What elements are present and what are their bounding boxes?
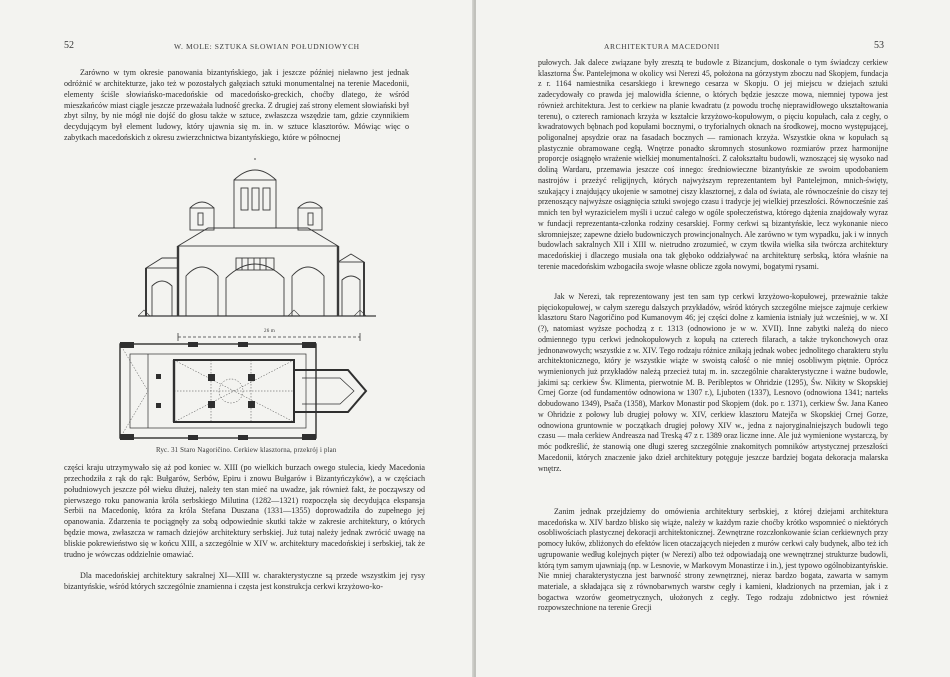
paragraph: pułowych. Jak dalece związane były zresztą te budowle z Bizancjum, doskonale o tym świadczy cerkiew klasztorna Św. Pantelejmona w okolicy wsi Nerezi 45, położona na górzystym zboczu nad Skopjem, fundacja z r. 1164 namiestnika cesarskiego i krewnego cesarza w Skopju. O jej miejscu w dziejach sztuki zadecydowały co prawda jej malowidła ścienne, o których będzie jeszcze mowa, niemniej typowa jest również architektura. Jest to cerkiew na planie kwadratu (z powodu trochę nieprawidłowego ukształtowania terenu), o czterech ramionach krzyża w kształcie krzyżowo-kopułowym, o pięciu kopułach, cała z cegły, o kwadratowych bębnach pod kopułami bocznymi, o tryforialnych oknach na środkowej, mocno występującej, poligonalnej apsydzie oraz na fasadach bocznych — ramionach krzyża. Wszystkie okna w kopułach są plastycznie obramowane cegłą. Wnętrze ponadto skromnych stosunkowo rozmiarów przez harmonijne proporcje osiągnęło wrażenie wielkiej monumentalności. Z całokształtu budowli, wznoszącej się wysoko nad doliną Wardaru, przemawia jeszcze coś innego: średniowieczne bizantyńskie ze swoim upodobaniem nastrojów i przeżyć religijnych, których najwyższym reprezentantem był Pantelejmon, mnich-święty, szukający i znajdujący ukojenie w samotnej ciszy klasztornej, z dala od świata, ale równocześnie do ciszy tej przenoszący najwyższe osiągnięcia sztuki swojego czasu i tradycje jej wielkiej przeszłości. Równocześnie zaś mnich ten był wyrazicielem myśli i uczuć całego w ogóle społeczeństwa, którego dążenia znajdowały wyraz w fundacji reprezentanta-członka rodziny cesarskiej. Formy cerkwi są bizantyńskie, lecz wykonanie nieco skromniejsze; zapewne dzieło budowniczych prowincjonalnych. Ale zarówno w tym wypadku, jak i w innych budowlach sakralnych XII i XIII w. nietrudno zrozumieć, w czym tkwiła wielka siła twórcza architektury macedońskiej i dlaczego musiała ona tak głęboko oddziaływać na architekturę serbską, która właśnie na terenie macedońskim wzbogaciła swoje własne oblicze zgoła nowymi, bogatymi rysami.: [538, 58, 888, 271]
running-head: W. MOLE: SZTUKA SŁOWIAN POŁUDNIOWYCH: [174, 42, 360, 51]
right-page: [476, 0, 950, 677]
running-head: ARCHITEKTURA MACEDONII: [604, 42, 720, 51]
left-page: [0, 0, 474, 677]
scale-label: 26 m: [264, 329, 275, 334]
paragraph: Dla macedońskiej architektury sakralnej XI—XIII w. charakterystyczne są przede wszystkim jej rysy bizantyńskie, wśród których szczególnie znamienna i częsta jest konstrukcja cerkwi krzyżowo-ko-: [64, 571, 425, 591]
paragraph: Zanim jednak przejdziemy do omówienia architektury serbskiej, z której dziejami architektura macedońska w. XIV bardzo blisko się wiąże, należy w każdym razie choćby krótko wspomnieć o niektórych osobliwościach plastycznej dekoracji architektonicznej. Zewnętrzne rozczłonkowanie ścian cerkiewnych przy pomocy łuków, zbliżonych do efektów licen otaczających niejeden z murów cerkwi cały budynek, albo też ich ugrupowanie według kolejnych pięter (w Nerezi) albo też odpowiadają one wewnętrznej strukturze budowli, którą tym samym ujawniają (np. w Lesnovie, w Markovym Monastirze i in.), jest typowo ogólnobizantyńskie. Nie mniej charakterystyczna jest barwność strony zewnętrznej, nieraz bardzo bogata, zawarta w samym materiale, a składająca się z równobarwnych warstw cegły i kamieni, kładzionych na przemian, jak i z bogactwa wzorów geometrycznych, ułożonych z cegły. Tego rodzaju zdobnictwo jest również rozpowszechnione na terenie Grecji: [538, 507, 888, 613]
church-section-drawing: [138, 158, 376, 328]
page-number: 52: [64, 40, 74, 51]
page-number: 53: [874, 40, 884, 51]
paragraph: Zarówno w tym okresie panowania bizantyńskiego, jak i jeszcze później nieławno jest jednak odróżnić w architekturze, jako też w pozostałych gałęziach sztuki monumentalnej na terenie Macedonii, elementy ściśle słowiańsko-macedońskie od macedońsko-greckich, choćby dlatego, że wśród mieszkańców miast ciągle jeszcze przeważała ludność grecka. Z drugiej zaś strony element słowiański był zbyt silny, by nie mógł nie dojść do głosu także w sztuce, zwłaszcza wszędzie tam, gdzie czynnikiem decydującym był element ludowy, który ujawnia się m. in. w sztuce klasztorów. Mówiąc więc o zabytkach macedońskich z okresu zwierzchnictwa bizantyńskiego, które w północnej: [64, 68, 409, 143]
figure-caption: Ryc. 31 Staro Nagoričino. Cerkiew klasztorna, przekrój i plan: [156, 447, 337, 454]
church-plan-drawing: [118, 340, 380, 444]
paragraph: części kraju utrzymywało się aż pod koniec w. XIII (po wielkich burzach owego stulecia, kiedy Macedonia przechodziła z rąk do rąk: Bułgarów, Serbów, Epiru i znowu Bułgarów i Bizantyńczyków), a w częściach południowych jeszcze pół wieku dłużej, należy ten stan mieć na uwadze, jak również fakt, że począwszy od pierwszego roku panowania króla serbskiego Milutina (1282—1321) rozpoczęła się decydująca ekspansja Serbii na Macedonię, która za króla Stefana Duszana (1331—1355) doprowadziła do zupełnego jej opanowania. Zdarzenia te pociągnęły za sobą odpowiednie skutki także w zakresie architektury, o których będzie mowa, zwłaszcza w ramach dziejów architektury serbskiej. Już tutaj należy jednak zwrócić uwagę na bliskie pokrewieństwo się w końcu XIII, a szczególnie w XIV w. architektury macedońskiej i serbskiej, tak że trudno je wówczas oddzielnie omawiać.: [64, 463, 425, 559]
paragraph: Jak w Nerezi, tak reprezentowany jest ten sam typ cerkwi krzyżowo-kopułowej, przeważnie także pięciokopułowej, w całym szeregu dalszych przykładów, wśród których szczególne miejsce zajmuje cerkiew klasztoru Staro Nagoričino pod Kumanovym 46; jej części dolne z kamienia istniały już wcześniej, w w. XI (?), natomiast wyższe pochodzą z r. 1313 (odnowiono je w w. XVII). Inne zabytki należą do nieco odmiennego typu cerkwi jednokopułowych z kopułą na czterech filarach, a także trykonchowych oraz jednonawowych; wszystkie z w. XIV. Tego rodzaju różnice znikają jednak wobec jednolitego charakteru stylu architektonicznego, który je wszystkie wiąże w swoistą całość o nie mniej osobliwym piętnie. Oprócz wymienionych już przykładów należą przecież tutaj m. in. szczególnie charakterystyczne i ważne budowle, jakimi są: cerkiew Św. Klimenta, pierwotnie M. B. Peribleptos w Ohridzie (1295), Św. Nikity w Skopskiej Crnej Gorze (od fundamentów odnowiona w 1307 r.), Ljuboten (1337), Lesnovo (odnowiona 1341; narteks dobudowano 1349), Psača (1358), Markov Monastir pod Skopjem (dok. po r. 1371), cerkiew Św. Jana Kaneo w Ohridzie z połowy lub drugiej połowy w. XIV, cerkiew klasztoru Matejča w Skopskiej Crnej Gorze, odnowiona gruntownie w początkach drugiej połowy XIV w., jedna z najoryginalniejszych budowli tego czasu — mała cerkiew Andreasza nad Treską 47 z r. 1389 oraz liczne inne. Ale już wymienione wystarczą, by móc podkreślić, że stanowią one długi szereg szczególnie znakomitych pomników artystycznej przeszłości Macedonii, których znaczenie jako dzieł architektury potęguje jeszcze bardziej bogata dekoracja malarska wnętrz.: [538, 292, 888, 473]
